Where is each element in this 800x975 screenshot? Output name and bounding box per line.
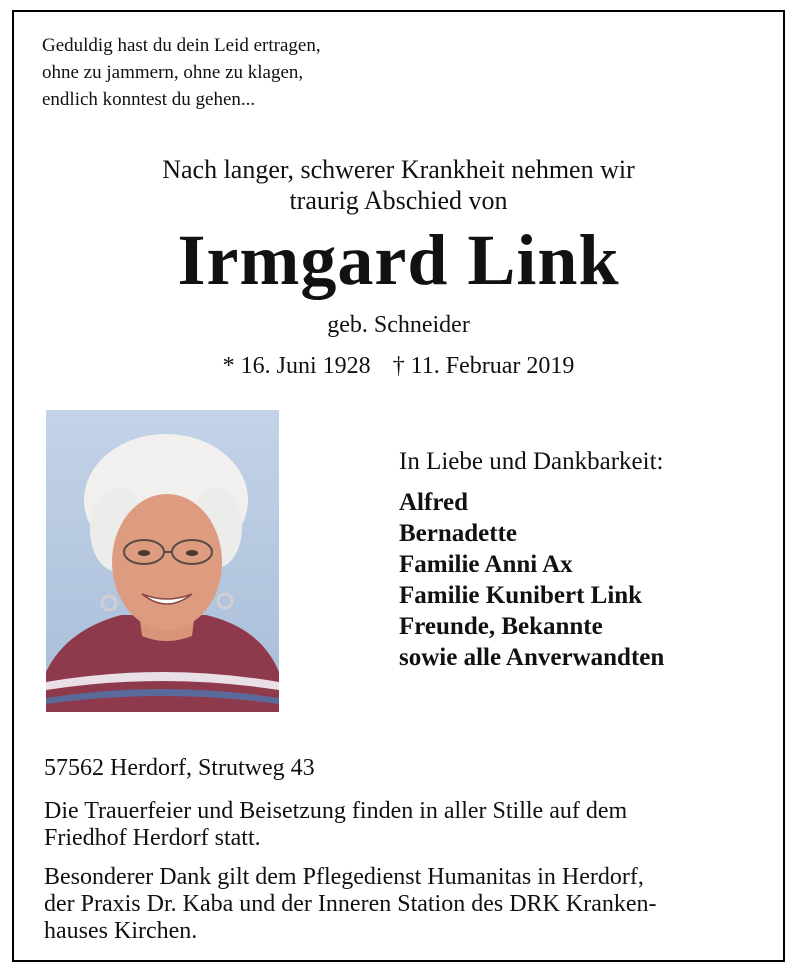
- poem: [42, 32, 321, 113]
- intro-line: Nach langer, schwerer Krankheit nehmen wir: [162, 155, 635, 184]
- mourners-lead: In Liebe und Dankbarkeit:: [399, 448, 664, 475]
- mourner-name: Familie Kunibert Link: [399, 582, 643, 609]
- deceased-name: Irmgard Link: [177, 220, 620, 300]
- poem-line: ohne zu jammern, ohne zu klagen,: [42, 62, 304, 83]
- funeral-info-line: Die Trauerfeier und Beisetzung finden in aller Stille auf dem: [44, 798, 628, 824]
- birth-date: * 16. Juni 1928: [222, 353, 371, 379]
- mourner-name: Bernadette: [399, 520, 518, 547]
- thanks-line: hauses Kirchen.: [44, 918, 198, 944]
- poem-line: Geduldig hast du dein Leid ertragen,: [42, 35, 321, 56]
- thanks-text: [44, 864, 774, 945]
- poem-line: endlich konntest du gehen...: [42, 89, 256, 110]
- funeral-info-line: Friedhof Herdorf statt.: [44, 825, 261, 851]
- birth-name: geb. Schneider: [327, 312, 470, 338]
- life-dates: [14, 353, 783, 380]
- funeral-info: [44, 798, 774, 852]
- mourner-name: Familie Anni Ax: [399, 551, 573, 578]
- mourner-name: Freunde, Bekannte: [399, 613, 603, 640]
- intro-text: [14, 154, 783, 216]
- mourner-name: sowie alle Anverwandten: [399, 644, 665, 671]
- intro-line: traurig Abschied von: [289, 186, 508, 215]
- thanks-line: der Praxis Dr. Kaba und der Inneren Station des DRK Kranken-: [44, 891, 657, 917]
- death-date: † 11. Februar 2019: [392, 353, 575, 379]
- mourner-name: Alfred: [399, 489, 468, 516]
- obituary-notice: [12, 10, 785, 962]
- mourners-list: [399, 446, 664, 673]
- address: 57562 Herdorf, Strutweg 43: [44, 755, 315, 781]
- thanks-line: Besonderer Dank gilt dem Pflegedienst Humanitas in Herdorf,: [44, 864, 644, 890]
- portrait-photo: [46, 410, 279, 712]
